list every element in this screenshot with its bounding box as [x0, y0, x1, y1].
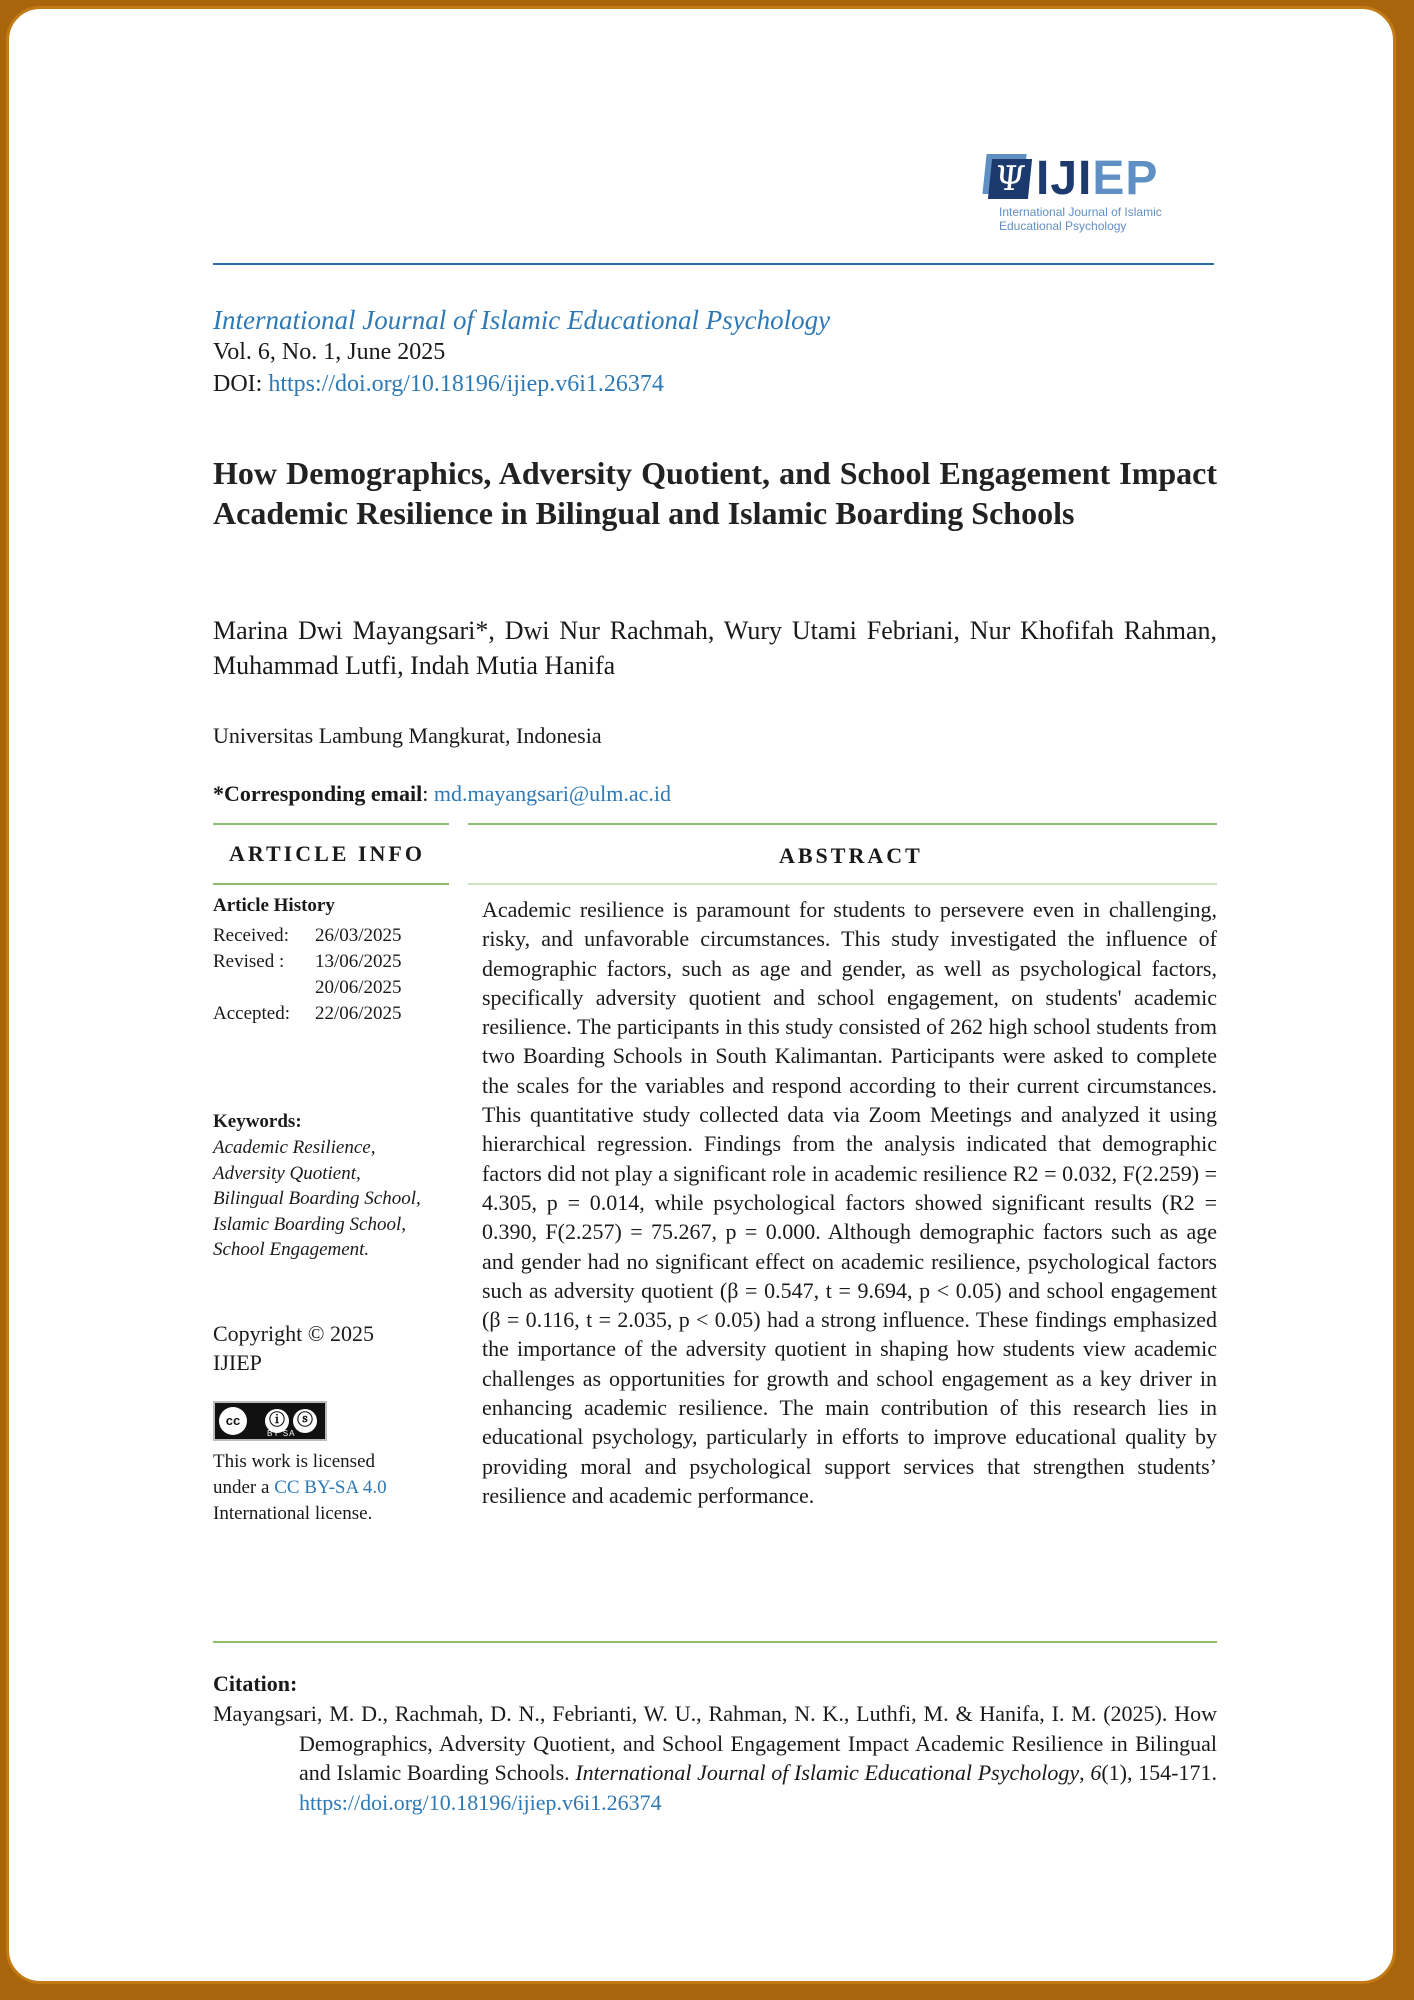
article-title: How Demographics, Adversity Quotient, and School Engagement Impact Academic Resilience in Bilingual and Islamic Boarding Schools: [213, 455, 1217, 531]
license-link[interactable]: CC BY-SA 4.0: [274, 1477, 387, 1498]
citation-heading: Citation:: [213, 1671, 298, 1696]
abstract-text: Academic resilience is paramount for students to persevere even in challenging, risky, and unfavorable circumstances. This study investigated the influence of demographic factors, such as age and gender, as well as psychological factors, specifically adversity quotient and school engagement, on students' academic resilience. The participants in this study consisted of 262 high school students from two Boarding Schools in South Kalimantan. Participants were asked to complete the scales for the variables and respond according to their current circumstances. This quantitative study collected data via Zoom Meetings and analyzed it using hierarchical regression. Findings from the analysis indicated that demographic factors did not play a significant role in academic resilience R2 = 0.032, F(2.259) = 4.305, p = 0.014, while psychological factors showed significant results (R2 = 0.390, F(2.257) = 75.267, p = 0.000. Although demographic factors such as age and gender had no significant effect on academic resilience, psychological factors such as adversity quotient (β = 0.547, t = 9.694, p < 0.05) and school engagement (β = 0.116, t = 2.035, p < 0.05) had a strong influence. These findings emphasized the importance of the adversity quotient in shaping how students view academic challenges as opportunities for growth and school engagement as a key driver in enhancing academic resilience. The main contribution of this research lies in educational psychology, particularly in efforts to improve educational quality by providing moral and psychological support services that strengthen students’ resilience and academic performance.: [482, 897, 1217, 1508]
history-received: Received: 26/03/2025: [213, 925, 402, 946]
corresponding-email-line: *Corresponding email: md.mayangsari@ulm.ac.id: [213, 781, 671, 806]
sa-icon: ⓢ: [293, 1409, 317, 1433]
logo-wordmark: IJIEP: [1036, 152, 1159, 205]
citation-doi-link[interactable]: https://doi.org/10.18196/ijiep.v6i1.26374: [299, 1789, 662, 1815]
by-icon: ⓘ: [265, 1409, 289, 1433]
keyword: Academic Resilience,: [213, 1137, 376, 1158]
email-link[interactable]: md.mayangsari@ulm.ac.id: [433, 781, 671, 806]
info-top-rule: [213, 823, 449, 825]
psi-icon: Ψ: [988, 159, 1032, 199]
history-revised-2: 20/06/2025: [315, 977, 402, 998]
license-text: This work is licensed under a CC BY-SA 4.0 International license.: [213, 1451, 387, 1524]
journal-logo: [984, 149, 1204, 239]
abstract-sub-rule: [468, 883, 1217, 885]
keyword: School Engagement.: [213, 1239, 370, 1260]
info-sub-rule: [213, 883, 449, 885]
affiliation: Universitas Lambung Mangkurat, Indonesia: [213, 723, 602, 748]
citation-text: Mayangsari, M. D., Rachmah, D. N., Febrianti, W. U., Rahman, N. K., Luthfi, M. & Hanifa, I. M. (2025). How Demographics, Adversity Quotient, and School Engagement Impact Academic Resilience in Bilingual and Islamic Boarding Schools. International Journal of Islamic Educational Psychology, 6(1), 154-171. https://doi.org/10.18196/ijiep.v6i1.26374: [213, 1701, 1217, 1815]
document-page: [6, 6, 1396, 1984]
copyright-notice: Copyright © 2025 IJIEP: [213, 1321, 374, 1375]
header-rule: [213, 263, 1214, 265]
doi-link[interactable]: https://doi.org/10.18196/ijiep.v6i1.26374: [268, 371, 664, 397]
history-accepted: Accepted: 22/06/2025: [213, 1003, 402, 1024]
history-revised: Revised : 13/06/2025: [213, 951, 402, 972]
keywords-block: Keywords: Academic Resilience, Adversity Quotient, Bilingual Boarding School, Islamic Boarding School, School Engagement.: [213, 1109, 443, 1263]
article-history: Article History Received: 26/03/2025 Revised : 13/06/2025 20/06/2025 Accepted: 22/06/2025: [213, 893, 443, 1027]
cc-license-badge: cc ⓘ ⓢ BY SA: [213, 1401, 327, 1441]
keyword: Islamic Boarding School,: [213, 1213, 406, 1235]
volume-info: Vol. 6, No. 1, June 2025: [213, 339, 446, 365]
abstract-top-rule: [468, 823, 1217, 825]
doi-line: DOI: https://doi.org/10.18196/ijiep.v6i1.26374: [213, 371, 664, 397]
journal-name: International Journal of Islamic Educational Psychology: [213, 305, 831, 335]
abstract-heading: ABSTRACT: [779, 843, 923, 868]
cc-icon: cc: [219, 1407, 247, 1435]
author-list: Marina Dwi Mayangsari*, Dwi Nur Rachmah, Wury Utami Febriani, Nur Khofifah Rahman, Muhammad Lutfi, Indah Mutia Hanifa: [213, 616, 1217, 680]
article-info-heading: ARTICLE INFO: [229, 841, 425, 866]
abstract-bottom-rule: [213, 1641, 1217, 1643]
keyword: Bilingual Boarding School,: [213, 1188, 421, 1209]
logo-subtitle: International Journal of Islamic Educational Psychology: [999, 205, 1162, 233]
keyword: Adversity Quotient,: [213, 1162, 361, 1184]
